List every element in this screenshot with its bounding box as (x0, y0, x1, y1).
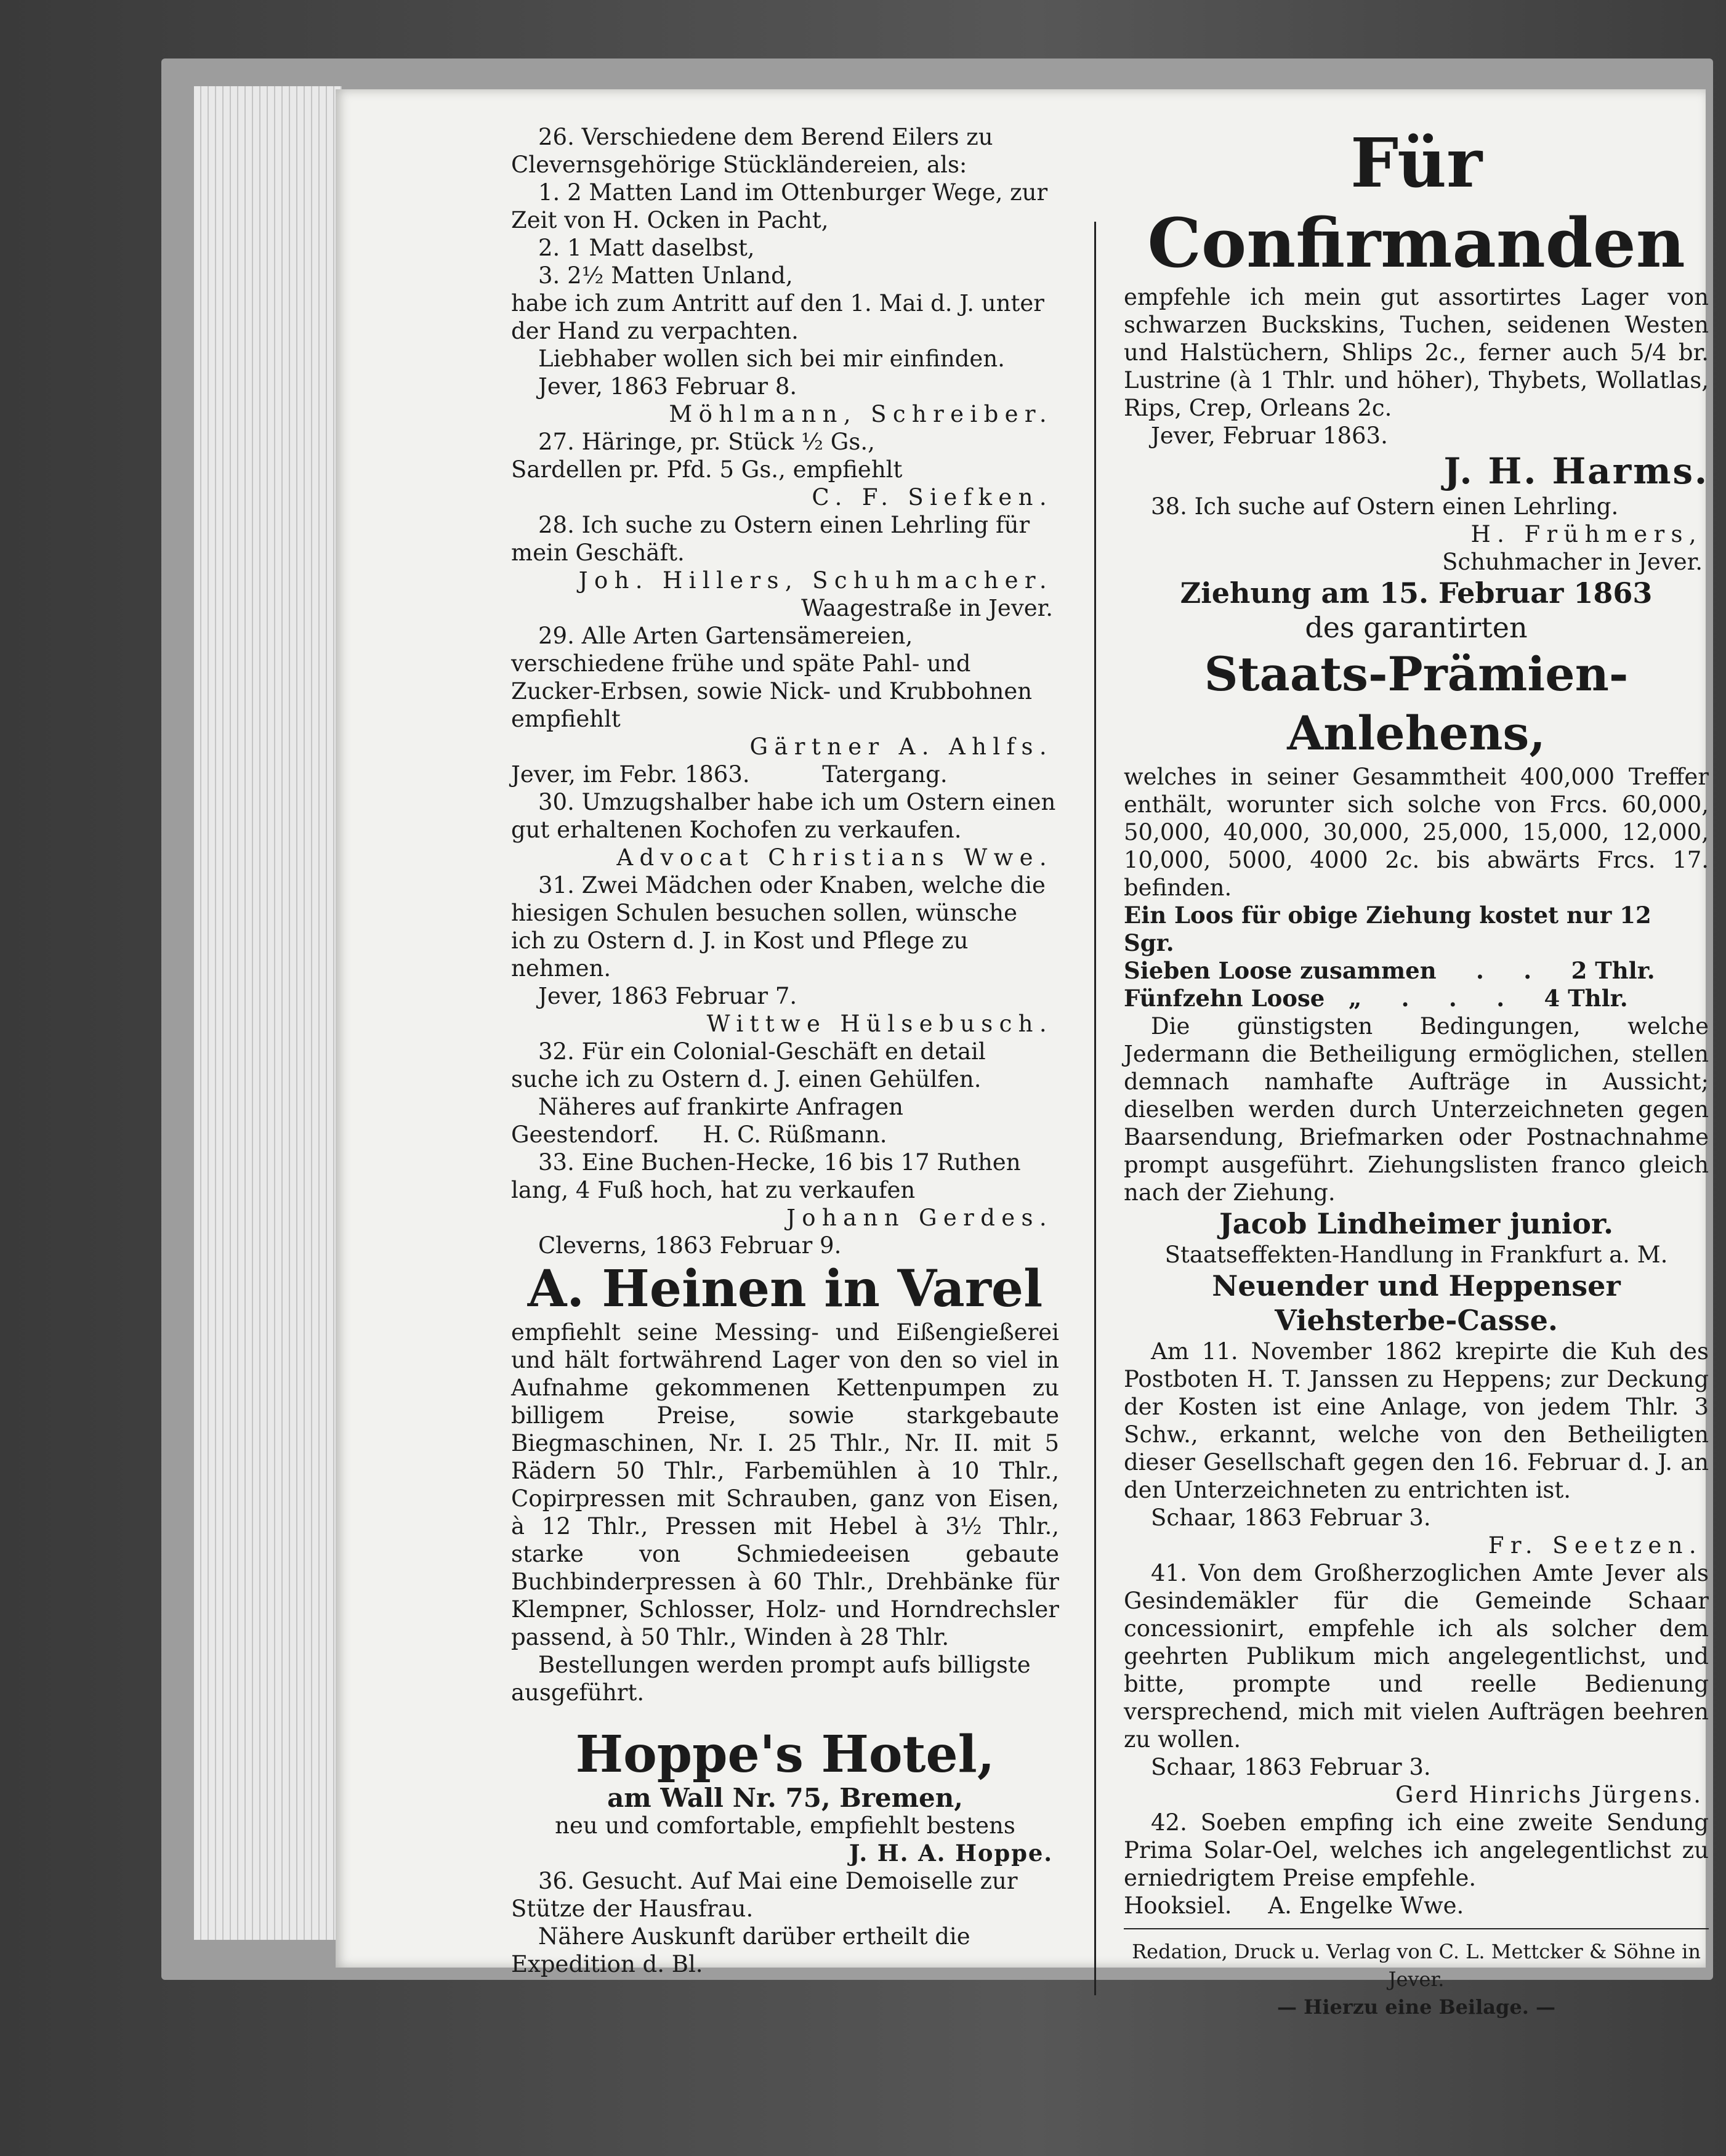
ad-27-text: 27. Häringe, pr. Stück ½ Gs., (538, 429, 875, 455)
ad-heinen (511, 1259, 1059, 1706)
ad-30-text: 30. Umzugshalber habe ich um Ostern einen gut erhaltenen Kochofen zu verkaufen. (511, 789, 1056, 843)
hoppe-signature: J. H. A. Hoppe. (849, 1839, 1053, 1867)
ad-36-text: 36. Gesucht. Auf Mai eine Demoiselle zur Stütze der Hausfrau. (511, 1868, 1018, 1922)
ad-31-text: 31. Zwei Mädchen oder Knaben, welche die hiesigen Schulen besuchen sollen, wünsche ich zu Ostern d. J. in Kost und Pflege zu nehmen. (511, 872, 1046, 982)
ad-31-signature: Wittwe Hülsebusch. (706, 1011, 1053, 1037)
lotterie-body-2: Die günstigsten Bedingungen, welche Jedermann die Betheiligung ermöglichen, stellen demnach namhafte Aufträge in Aussicht; dieselben werden durch Unterzeichneten gegen Baarsendung, Briefmarken oder Postnachnahme prompt ausgeführt. Ziehungslisten franco gleich nach der Ziehung. (1124, 1013, 1709, 1206)
heinen-body: empfiehlt seine Messing- und Eißengießerei und hält fortwährend Lager von den so viel in Aufnahme gekommenen Kettenpumpen zu billigem Preise, sowie starkgebaute Biegmaschinen, Nr. I. 25 Thlr., Nr. II. mit 5 Rädern 50 Thlr., Farbemühlen à 10 Thlr., Copirpressen mit Schrauben, ganz von Eisen, à 12 Thlr., Pressen mit Hebel à 3½ Thlr., starke von Schmiedeeisen gebaute Buchbinderpressen à 60 Thlr., Drehbänke für Klempner, Schlosser, Holz- und Horndrechsler passend, à 50 Thlr., Winden à 28 Thlr. (511, 1319, 1059, 1650)
viehsterbe-body: Am 11. November 1862 krepirte die Kuh des Postboten H. T. Janssen zu Heppens; zur Deckung der Kosten ist eine Anlage, von jedem Thlr. 3 Schw., erkannt, welche von den Betheiligten dieser Gesellschaft gegen den 16. Februar d. J. an den Unterzeichneten zu entrichten ist. (1124, 1338, 1709, 1503)
ad-42-text: 42. Soeben empfing ich eine zweite Sendung Prima Solar-Oel, welches ich angelegentlichst zu erniedrigtem Preise empfehle. (1124, 1809, 1709, 1891)
ad-29-signature: Gärtner A. Ahlfs. (749, 733, 1053, 760)
confirmanden-title: Für Confirmanden (1147, 123, 1685, 283)
ad-26-date: Jever, 1863 Februar 8. (538, 373, 797, 400)
ad-38-signature: H. Frühmers, (1470, 521, 1703, 547)
ad-hoppe (511, 1725, 1059, 1867)
heinen-order: Bestellungen werden prompt aufs billigste ausgeführt. (511, 1652, 1031, 1706)
ad-28-address: Waagestraße in Jever. (801, 595, 1053, 621)
ad-32-text: 32. Für ein Colonial-Geschäft en detail suche ich zu Ostern d. J. einen Gehülfen. (511, 1038, 986, 1092)
confirmanden-date: Jever, Februar 1863. (1151, 422, 1388, 449)
ad-33-date: Cleverns, 1863 Februar 9. (538, 1232, 842, 1259)
ad-38-signature-2: Schuhmacher in Jever. (1442, 549, 1703, 575)
ad-confirmanden (1124, 123, 1709, 493)
ad-26-item-2: 2. 1 Matt daselbst, (538, 235, 755, 261)
ad-29-date: Jever, im Febr. 1863. Tatergang. (511, 761, 948, 788)
heinen-title: A. Heinen in Varel (527, 1259, 1043, 1318)
ad-30-signature: Advocat Christians Wwe. (616, 844, 1053, 871)
ad-30 (511, 788, 1059, 871)
beilage-note: — Hierzu eine Beilage. — (1276, 1995, 1556, 2019)
ad-26 (511, 123, 1059, 428)
ad-27-text-2: Sardellen pr. Pfd. 5 Gs., empfiehlt (511, 456, 903, 483)
ad-36 (511, 1867, 1059, 1978)
ad-28 (511, 511, 1059, 622)
ad-32 (511, 1038, 1059, 1149)
ad-26-invite: Liebhaber wollen sich bei mir einfinden. (538, 345, 1005, 372)
hoppe-body: neu und comfortable, empfiehlt bestens (555, 1812, 1015, 1839)
viehsterbe-signature: Fr. Seetzen. (1488, 1532, 1703, 1559)
ad-29-text: 29. Alle Arten Gartensämereien, verschiedene frühe und späte Pahl- und Zucker-Erbsen, sowie Nick- und Krubbohnen empfiehlt (511, 623, 1033, 732)
ad-27-signature: C. F. Siefken. (812, 484, 1053, 511)
left-column (511, 123, 1059, 1978)
ad-31-date: Jever, 1863 Februar 7. (538, 983, 797, 1009)
ad-31 (511, 871, 1059, 1038)
ad-33-text: 33. Eine Buchen-Hecke, 16 bis 17 Ruthen lang, 4 Fuß hoch, hat zu verkaufen (511, 1149, 1021, 1203)
ad-26-item-1: 1. 2 Matten Land im Ottenburger Wege, zur Zeit von H. Ocken in Pacht, (511, 179, 1048, 233)
hoppe-address: am Wall Nr. 75, Bremen, (607, 1783, 963, 1813)
ad-42 (1124, 1809, 1709, 1920)
ad-41 (1124, 1559, 1709, 1809)
footer-rule (1124, 1928, 1709, 1929)
page-stack-edge (194, 86, 342, 1940)
right-column (1124, 123, 1709, 2021)
ad-38-text: 38. Ich suche auf Ostern einen Lehrling. (1151, 493, 1619, 520)
ad-26-intro: 26. Verschiedene dem Berend Eilers zu Clevernsgehörige Stückländereien, als: (511, 124, 993, 178)
ad-26-item-3: 3. 2½ Matten Unland, (538, 262, 793, 289)
ad-27 (511, 428, 1059, 511)
ad-33 (511, 1149, 1059, 1259)
lotterie-heading: Ziehung am 15. Februar 1863 (1180, 576, 1653, 610)
ad-29 (511, 622, 1059, 788)
viehsterbe-title: Neuender und Heppenser Viehsterbe-Casse. (1212, 1269, 1621, 1337)
lotterie-subheading: des garantirten (1305, 611, 1528, 644)
ad-32-signature: Geestendorf. H. C. Rüßmann. (511, 1121, 887, 1148)
lotterie-title: Staats-Prämien-Anlehens, (1204, 647, 1629, 761)
ad-lotterie (1124, 576, 1709, 1269)
ad-28-signature: Joh. Hillers, Schuhmacher. (578, 567, 1053, 594)
hoppe-title: Hoppe's Hotel, (575, 1725, 995, 1784)
ad-33-signature: Johann Gerdes. (786, 1205, 1053, 1231)
ad-42-signature: Hooksiel. A. Engelke Wwe. (1124, 1892, 1464, 1919)
lotterie-body: welches in seiner Gesammtheit 400,000 Treffer enthält, worunter sich solche von Frcs. 60,000, 50,000, 40,000, 30,000, 25,000, 15,000, 12,000, 10,000, 5000, 4000 2c. bis abwärts Frcs. 17. befinden. (1124, 764, 1709, 901)
lotterie-line-2: Sieben Loose zusammen . . 2 Thlr. (1124, 957, 1655, 984)
imprint: Redation, Druck u. Verlag von C. L. Mettcker & Söhne in Jever. (1132, 1940, 1701, 1991)
ad-32-text-2: Näheres auf frankirte Anfragen (538, 1094, 903, 1120)
ad-26-signature: Möhlmann, Schreiber. (669, 401, 1053, 427)
ad-38 (1124, 493, 1709, 576)
ad-viehsterbe (1124, 1269, 1709, 1559)
ad-26-text: habe ich zum Antritt auf den 1. Mai d. J. unter der Hand zu verpachten. (511, 290, 1044, 344)
ad-41-text: 41. Von dem Großherzoglichen Amte Jever als Gesindemäkler für die Gemeinde Schaar concessionirt, empfehle ich als solcher dem geehrten Publikum mich angelegentlichst, und bitte, prompte und reelle Bedienung versprechend, mich mit vielen Aufträgen beehren zu wollen. (1124, 1560, 1709, 1753)
ad-41-signature: Gerd Hinrichs Jürgens. (1395, 1782, 1703, 1808)
ad-28-text: 28. Ich suche zu Ostern einen Lehrling für mein Geschäft. (511, 512, 1030, 566)
lotterie-line-1: Ein Loos für obige Ziehung kostet nur 12 Sgr. (1124, 902, 1651, 956)
viehsterbe-date: Schaar, 1863 Februar 3. (1151, 1504, 1431, 1531)
lotterie-signature: Jacob Lindheimer junior. (1219, 1207, 1613, 1240)
confirmanden-signature: J. H. Harms. (1443, 450, 1709, 492)
lotterie-signature-2: Staatseffekten-Handlung in Frankfurt a. M. (1164, 1242, 1668, 1268)
ad-41-date: Schaar, 1863 Februar 3. (1151, 1754, 1431, 1780)
ad-36-text-2: Nähere Auskunft darüber ertheilt die Expedition d. Bl. (511, 1923, 970, 1977)
confirmanden-body: empfehle ich mein gut assortirtes Lager von schwarzen Buckskins, Tuchen, seidenen Westen und Halstüchern, Shlips 2c., ferner auch 5/4 br. Lustrine (à 1 Thlr. und höher), Thybets, Wollatlas, Rips, Crep, Orleans 2c. (1124, 284, 1709, 421)
lotterie-line-3: Fünfzehn Loose „ . . . 4 Thlr. (1124, 985, 1628, 1012)
column-divider (1094, 222, 1096, 1995)
